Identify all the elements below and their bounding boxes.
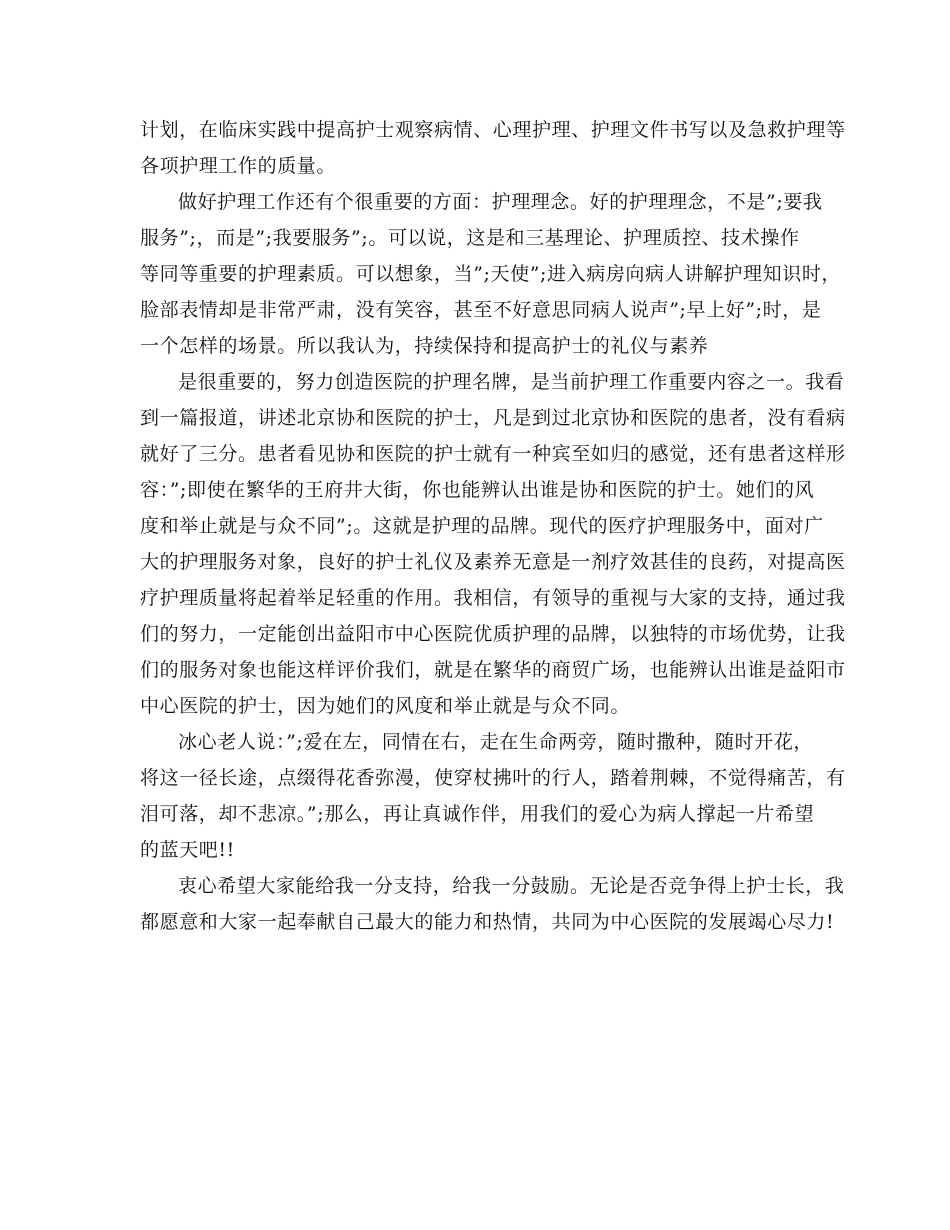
text-line: 度和举止就是与众不同”;。这就是护理的品牌。现代的医疗护理服务中，面对广 <box>140 515 824 537</box>
paragraph-start-line: 冰心老人说：”;爱在左，同情在右，走在生命两旁，随时撒种，随时开花， <box>178 731 814 753</box>
text-line: 都愿意和大家一起奉献自己最大的能力和热情，共同为中心医院的发展竭心尽力! <box>140 911 835 933</box>
text-line: 就好了三分。患者看见协和医院的护士就有一种宾至如归的感觉，还有患者这样形 <box>140 443 846 465</box>
text-line: 脸部表情却是非常严肃，没有笑容，甚至不好意思同病人说声”;早上好”;时，是 <box>140 299 822 321</box>
paragraph-start-line: 是很重要的，努力创造医院的护理名牌，是当前护理工作重要内容之一。我看 <box>178 371 845 393</box>
text-line: 服务”;，而是”;我要服务”;。可以说，这是和三基理论、护理质控、技术操作 <box>140 227 800 249</box>
paragraph-start-line: 做好护理工作还有个很重要的方面：护理理念。好的护理理念，不是”;要我 <box>178 191 823 213</box>
text-line: 大的护理服务对象，良好的护士礼仪及素养无意是一剂疗效甚佳的良药，对提高医 <box>140 551 846 573</box>
text-line: 容：”;即使在繁华的王府井大街，你也能辨认出谁是协和医院的护士。她们的风 <box>140 479 815 501</box>
text-line: 将这一径长途，点缀得花香弥漫，使穿杖拂叶的行人，踏着荆棘，不觉得痛苦，有 <box>140 767 846 789</box>
text-line: 中心医院的护士，因为她们的风度和举止就是与众不同。 <box>140 695 631 717</box>
text-line: 到一篇报道，讲述北京协和医院的护士，凡是到过北京协和医院的患者，没有看病 <box>140 407 846 429</box>
text-line: 泪可落，却不悲凉。”;那么，再让真诚作伴，用我们的爱心为病人撑起一片希望 <box>140 803 815 825</box>
paragraph-start-line: 衷心希望大家能给我一分支持，给我一分鼓励。无论是否竞争得上护士长，我 <box>178 875 845 897</box>
text-line: 疗护理质量将起着举足轻重的作用。我相信，有领导的重视与大家的支持，通过我 <box>140 587 846 609</box>
text-line: 计划，在临床实践中提高护士观察病情、心理护理、护理文件书写以及急救护理等 <box>140 119 846 141</box>
text-line: 一个怎样的场景。所以我认为，持续保持和提高护士的礼仪与素养 <box>140 335 709 357</box>
body-text <box>140 112 846 940</box>
text-line: 各项护理工作的质量。 <box>140 155 337 177</box>
text-line: 的蓝天吧!! <box>140 839 235 861</box>
text-line: 等同等重要的护理素质。可以想象，当”;天使”;进入病房向病人讲解护理知识时， <box>140 263 842 285</box>
text-line: 们的服务对象也能这样评价我们，就是在繁华的商贸广场，也能辨认出谁是益阳市 <box>140 659 846 681</box>
text-line: 们的努力，一定能创出益阳市中心医院优质护理的品牌，以独特的市场优势，让我 <box>140 623 846 645</box>
